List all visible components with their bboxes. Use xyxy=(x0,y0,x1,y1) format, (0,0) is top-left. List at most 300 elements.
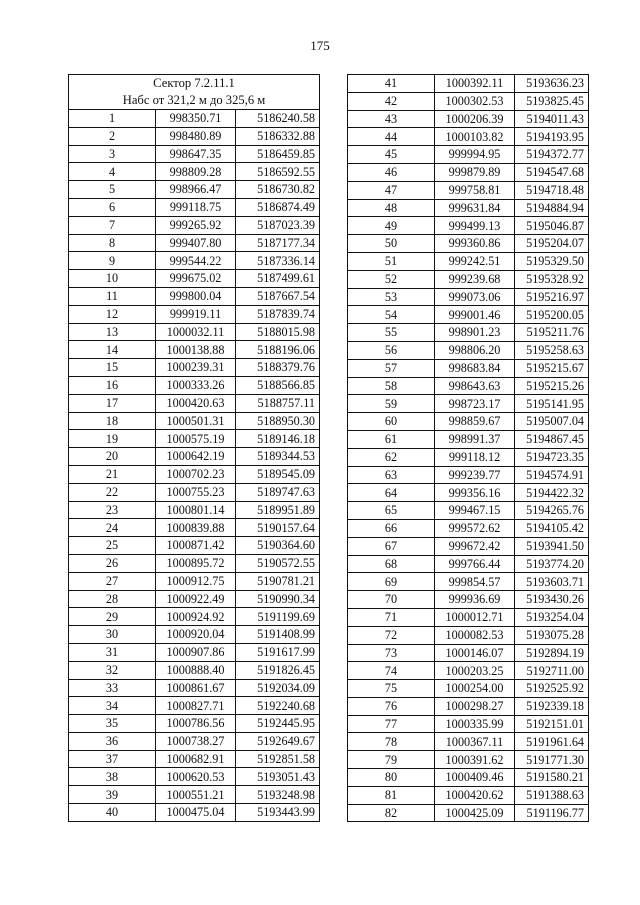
table-row xyxy=(348,573,589,591)
table-row xyxy=(69,394,320,412)
table-row xyxy=(348,92,589,110)
point-number: 43 xyxy=(348,110,435,128)
table-row xyxy=(348,413,589,431)
x-coordinate: 999118.12 xyxy=(435,448,515,466)
point-number: 53 xyxy=(348,288,435,306)
table-row xyxy=(348,626,589,644)
table-row xyxy=(348,591,589,609)
x-coordinate: 999499.13 xyxy=(435,217,515,235)
point-number: 49 xyxy=(348,217,435,235)
y-coordinate: 5192240.68 xyxy=(236,697,320,715)
y-coordinate: 5188757.11 xyxy=(236,394,320,412)
table-row xyxy=(69,359,320,377)
point-number: 16 xyxy=(69,376,156,394)
table-row xyxy=(348,395,589,413)
y-coordinate: 5195141.95 xyxy=(515,395,589,413)
table-row xyxy=(348,769,589,787)
point-number: 10 xyxy=(69,270,156,288)
table-caption-row xyxy=(69,75,320,110)
y-coordinate: 5190781.21 xyxy=(236,572,320,590)
table-row xyxy=(348,484,589,502)
point-number: 63 xyxy=(348,466,435,484)
x-coordinate: 1000425.09 xyxy=(435,804,515,822)
x-coordinate: 1000138.88 xyxy=(156,341,236,359)
x-coordinate: 1000203.25 xyxy=(435,662,515,680)
point-number: 45 xyxy=(348,146,435,164)
table-row xyxy=(69,590,320,608)
x-coordinate: 999265.92 xyxy=(156,216,236,234)
x-coordinate: 998901.23 xyxy=(435,324,515,342)
page-number: 175 xyxy=(310,38,330,53)
point-number: 73 xyxy=(348,644,435,662)
point-number: 56 xyxy=(348,341,435,359)
x-coordinate: 999467.15 xyxy=(435,502,515,520)
point-number: 57 xyxy=(348,359,435,377)
x-coordinate: 1000420.63 xyxy=(156,394,236,412)
x-coordinate: 1000409.46 xyxy=(435,769,515,787)
y-coordinate: 5187839.74 xyxy=(236,305,320,323)
y-coordinate: 5195046.87 xyxy=(515,217,589,235)
point-number: 71 xyxy=(348,608,435,626)
x-coordinate: 1000082.53 xyxy=(435,626,515,644)
table-row xyxy=(69,323,320,341)
y-coordinate: 5195329.50 xyxy=(515,252,589,270)
y-coordinate: 5192649.67 xyxy=(236,732,320,750)
y-coordinate: 5189747.63 xyxy=(236,483,320,501)
x-coordinate: 1000391.62 xyxy=(435,751,515,769)
point-number: 19 xyxy=(69,430,156,448)
table-row xyxy=(69,412,320,430)
x-coordinate: 1000907.86 xyxy=(156,643,236,661)
point-number: 78 xyxy=(348,733,435,751)
table-row xyxy=(348,555,589,573)
point-number: 30 xyxy=(69,626,156,644)
point-number: 62 xyxy=(348,448,435,466)
y-coordinate: 5193941.50 xyxy=(515,537,589,555)
point-number: 41 xyxy=(348,75,435,93)
x-coordinate: 1000302.53 xyxy=(435,92,515,110)
table-row xyxy=(69,448,320,466)
x-coordinate: 999242.51 xyxy=(435,252,515,270)
point-number: 74 xyxy=(348,662,435,680)
x-coordinate: 999879.89 xyxy=(435,163,515,181)
y-coordinate: 5194574.91 xyxy=(515,466,589,484)
y-coordinate: 5195211.76 xyxy=(515,324,589,342)
point-number: 68 xyxy=(348,555,435,573)
table-row xyxy=(69,519,320,537)
x-coordinate: 999544.22 xyxy=(156,252,236,270)
table-row xyxy=(69,234,320,252)
sector-title: Сектор 7.2.11.1 xyxy=(153,76,235,90)
coordinates-table-right xyxy=(347,74,589,822)
table-row xyxy=(69,786,320,804)
table-row xyxy=(69,216,320,234)
y-coordinate: 5191580.21 xyxy=(515,769,589,787)
y-coordinate: 5193603.71 xyxy=(515,573,589,591)
point-number: 9 xyxy=(69,252,156,270)
table-row xyxy=(348,697,589,715)
y-coordinate: 5188950.30 xyxy=(236,412,320,430)
y-coordinate: 5186459.85 xyxy=(236,145,320,163)
table-row xyxy=(69,537,320,555)
table-row xyxy=(348,288,589,306)
point-number: 69 xyxy=(348,573,435,591)
table-row xyxy=(348,128,589,146)
y-coordinate: 5191617.99 xyxy=(236,643,320,661)
table-row xyxy=(69,465,320,483)
y-coordinate: 5187177.34 xyxy=(236,234,320,252)
table-row xyxy=(69,287,320,305)
y-coordinate: 5191196.77 xyxy=(515,804,589,822)
x-coordinate: 999919.11 xyxy=(156,305,236,323)
point-number: 32 xyxy=(69,661,156,679)
point-number: 54 xyxy=(348,306,435,324)
x-coordinate: 998643.63 xyxy=(435,377,515,395)
y-coordinate: 5194265.76 xyxy=(515,502,589,520)
table-row xyxy=(69,127,320,145)
x-coordinate: 999854.57 xyxy=(435,573,515,591)
y-coordinate: 5193254.04 xyxy=(515,608,589,626)
x-coordinate: 1000146.07 xyxy=(435,644,515,662)
point-number: 26 xyxy=(69,554,156,572)
table-row xyxy=(69,341,320,359)
point-number: 36 xyxy=(69,732,156,750)
x-coordinate: 999631.84 xyxy=(435,199,515,217)
point-number: 25 xyxy=(69,537,156,555)
y-coordinate: 5186240.58 xyxy=(236,110,320,128)
y-coordinate: 5189951.89 xyxy=(236,501,320,519)
point-number: 50 xyxy=(348,235,435,253)
y-coordinate: 5193443.99 xyxy=(236,804,320,822)
table-row xyxy=(348,341,589,359)
y-coordinate: 5195215.67 xyxy=(515,359,589,377)
table-row xyxy=(348,715,589,733)
table-row xyxy=(348,733,589,751)
y-coordinate: 5195328.92 xyxy=(515,270,589,288)
point-number: 80 xyxy=(348,769,435,787)
point-number: 72 xyxy=(348,626,435,644)
y-coordinate: 5192445.95 xyxy=(236,715,320,733)
y-coordinate: 5192034.09 xyxy=(236,679,320,697)
y-coordinate: 5194372.77 xyxy=(515,146,589,164)
table-row xyxy=(69,110,320,128)
table-row xyxy=(348,181,589,199)
table-row xyxy=(348,163,589,181)
point-number: 8 xyxy=(69,234,156,252)
x-coordinate: 1000895.72 xyxy=(156,554,236,572)
x-coordinate: 999758.81 xyxy=(435,181,515,199)
y-coordinate: 5192894.19 xyxy=(515,644,589,662)
y-coordinate: 5190364.60 xyxy=(236,537,320,555)
x-coordinate: 998991.37 xyxy=(435,430,515,448)
elevation-range: Набс от 321,2 м до 325,6 м xyxy=(122,93,266,107)
point-number: 5 xyxy=(69,181,156,199)
table-row xyxy=(69,626,320,644)
x-coordinate: 1000254.00 xyxy=(435,680,515,698)
table-row xyxy=(69,430,320,448)
table-row xyxy=(69,715,320,733)
y-coordinate: 5190990.34 xyxy=(236,590,320,608)
x-coordinate: 1000501.31 xyxy=(156,412,236,430)
x-coordinate: 999936.69 xyxy=(435,591,515,609)
table-row xyxy=(348,644,589,662)
x-coordinate: 1000922.49 xyxy=(156,590,236,608)
point-number: 81 xyxy=(348,786,435,804)
coordinates-table-left xyxy=(68,74,320,822)
y-coordinate: 5194867.45 xyxy=(515,430,589,448)
y-coordinate: 5191961.64 xyxy=(515,733,589,751)
point-number: 31 xyxy=(69,643,156,661)
x-coordinate: 999766.44 xyxy=(435,555,515,573)
y-coordinate: 5194193.95 xyxy=(515,128,589,146)
table-row xyxy=(348,430,589,448)
point-number: 44 xyxy=(348,128,435,146)
x-coordinate: 1000103.82 xyxy=(435,128,515,146)
point-number: 18 xyxy=(69,412,156,430)
point-number: 64 xyxy=(348,484,435,502)
y-coordinate: 5188015.98 xyxy=(236,323,320,341)
point-number: 46 xyxy=(348,163,435,181)
point-number: 77 xyxy=(348,715,435,733)
table-row xyxy=(348,662,589,680)
table-row xyxy=(348,608,589,626)
x-coordinate: 1000912.75 xyxy=(156,572,236,590)
y-coordinate: 5186874.49 xyxy=(236,198,320,216)
point-number: 28 xyxy=(69,590,156,608)
point-number: 75 xyxy=(348,680,435,698)
table-row xyxy=(69,572,320,590)
point-number: 33 xyxy=(69,679,156,697)
x-coordinate: 999001.46 xyxy=(435,306,515,324)
point-number: 13 xyxy=(69,323,156,341)
x-coordinate: 998647.35 xyxy=(156,145,236,163)
table-row xyxy=(348,75,589,93)
table-row xyxy=(69,483,320,501)
point-number: 7 xyxy=(69,216,156,234)
y-coordinate: 5195200.05 xyxy=(515,306,589,324)
x-coordinate: 1000801.14 xyxy=(156,501,236,519)
point-number: 38 xyxy=(69,768,156,786)
y-coordinate: 5186592.55 xyxy=(236,163,320,181)
table-row xyxy=(69,163,320,181)
point-number: 61 xyxy=(348,430,435,448)
point-number: 21 xyxy=(69,465,156,483)
y-coordinate: 5187023.39 xyxy=(236,216,320,234)
table-row xyxy=(69,768,320,786)
x-coordinate: 998859.67 xyxy=(435,413,515,431)
x-coordinate: 1000786.56 xyxy=(156,715,236,733)
sector-caption xyxy=(69,75,320,110)
x-coordinate: 999239.77 xyxy=(435,466,515,484)
y-coordinate: 5191199.69 xyxy=(236,608,320,626)
table-row xyxy=(348,359,589,377)
point-number: 82 xyxy=(348,804,435,822)
point-number: 60 xyxy=(348,413,435,431)
x-coordinate: 1000620.53 xyxy=(156,768,236,786)
x-coordinate: 1000682.91 xyxy=(156,750,236,768)
point-number: 65 xyxy=(348,502,435,520)
table-row xyxy=(69,661,320,679)
y-coordinate: 5187336.14 xyxy=(236,252,320,270)
y-coordinate: 5194105.42 xyxy=(515,519,589,537)
table-row xyxy=(69,554,320,572)
y-coordinate: 5193248.98 xyxy=(236,786,320,804)
point-number: 23 xyxy=(69,501,156,519)
y-coordinate: 5189146.18 xyxy=(236,430,320,448)
table-row xyxy=(348,235,589,253)
x-coordinate: 998350.71 xyxy=(156,110,236,128)
x-coordinate: 1000335.99 xyxy=(435,715,515,733)
y-coordinate: 5190157.64 xyxy=(236,519,320,537)
point-number: 14 xyxy=(69,341,156,359)
y-coordinate: 5192151.01 xyxy=(515,715,589,733)
x-coordinate: 1000839.88 xyxy=(156,519,236,537)
table-row xyxy=(348,502,589,520)
x-coordinate: 1000642.19 xyxy=(156,448,236,466)
table-row xyxy=(69,376,320,394)
point-number: 24 xyxy=(69,519,156,537)
x-coordinate: 999360.86 xyxy=(435,235,515,253)
table-row xyxy=(69,697,320,715)
x-coordinate: 1000333.26 xyxy=(156,376,236,394)
y-coordinate: 5192851.58 xyxy=(236,750,320,768)
table-row xyxy=(69,679,320,697)
x-coordinate: 998966.47 xyxy=(156,181,236,199)
x-coordinate: 1000924.92 xyxy=(156,608,236,626)
x-coordinate: 999675.02 xyxy=(156,270,236,288)
x-coordinate: 1000298.27 xyxy=(435,697,515,715)
point-number: 17 xyxy=(69,394,156,412)
x-coordinate: 1000012.71 xyxy=(435,608,515,626)
table-row xyxy=(69,732,320,750)
table-row xyxy=(348,377,589,395)
x-coordinate: 1000827.71 xyxy=(156,697,236,715)
table-row xyxy=(69,145,320,163)
table-row xyxy=(69,750,320,768)
point-number: 15 xyxy=(69,359,156,377)
point-number: 27 xyxy=(69,572,156,590)
x-coordinate: 1000206.39 xyxy=(435,110,515,128)
table-row xyxy=(348,306,589,324)
table-row xyxy=(348,199,589,217)
point-number: 39 xyxy=(69,786,156,804)
x-coordinate: 999994.95 xyxy=(435,146,515,164)
y-coordinate: 5191826.45 xyxy=(236,661,320,679)
x-coordinate: 999672.42 xyxy=(435,537,515,555)
x-coordinate: 1000551.21 xyxy=(156,786,236,804)
point-number: 4 xyxy=(69,163,156,181)
y-coordinate: 5189545.09 xyxy=(236,465,320,483)
point-number: 6 xyxy=(69,198,156,216)
y-coordinate: 5192525.92 xyxy=(515,680,589,698)
table-row xyxy=(348,252,589,270)
table-row xyxy=(69,270,320,288)
table-row xyxy=(348,217,589,235)
x-coordinate: 1000475.04 xyxy=(156,804,236,822)
y-coordinate: 5188196.06 xyxy=(236,341,320,359)
point-number: 47 xyxy=(348,181,435,199)
point-number: 29 xyxy=(69,608,156,626)
point-number: 58 xyxy=(348,377,435,395)
y-coordinate: 5194718.48 xyxy=(515,181,589,199)
point-number: 70 xyxy=(348,591,435,609)
table-row xyxy=(348,786,589,804)
point-number: 66 xyxy=(348,519,435,537)
table-row xyxy=(69,198,320,216)
y-coordinate: 5186332.88 xyxy=(236,127,320,145)
y-coordinate: 5186730.82 xyxy=(236,181,320,199)
y-coordinate: 5193825.45 xyxy=(515,92,589,110)
x-coordinate: 1000871.42 xyxy=(156,537,236,555)
y-coordinate: 5193430.26 xyxy=(515,591,589,609)
table-row xyxy=(348,270,589,288)
table-row xyxy=(69,181,320,199)
x-coordinate: 998723.17 xyxy=(435,395,515,413)
table-row xyxy=(69,804,320,822)
x-coordinate: 998809.28 xyxy=(156,163,236,181)
y-coordinate: 5194547.68 xyxy=(515,163,589,181)
point-number: 35 xyxy=(69,715,156,733)
point-number: 20 xyxy=(69,448,156,466)
x-coordinate: 1000420.62 xyxy=(435,786,515,804)
point-number: 76 xyxy=(348,697,435,715)
y-coordinate: 5194884.94 xyxy=(515,199,589,217)
point-number: 22 xyxy=(69,483,156,501)
x-coordinate: 1000755.23 xyxy=(156,483,236,501)
y-coordinate: 5194723.35 xyxy=(515,448,589,466)
table-row xyxy=(348,466,589,484)
x-coordinate: 1000702.23 xyxy=(156,465,236,483)
point-number: 37 xyxy=(69,750,156,768)
point-number: 52 xyxy=(348,270,435,288)
point-number: 11 xyxy=(69,287,156,305)
point-number: 51 xyxy=(348,252,435,270)
x-coordinate: 1000239.31 xyxy=(156,359,236,377)
table-row xyxy=(69,501,320,519)
point-number: 3 xyxy=(69,145,156,163)
y-coordinate: 5188379.76 xyxy=(236,359,320,377)
y-coordinate: 5195204.07 xyxy=(515,235,589,253)
y-coordinate: 5195007.04 xyxy=(515,413,589,431)
x-coordinate: 999572.62 xyxy=(435,519,515,537)
y-coordinate: 5192339.18 xyxy=(515,697,589,715)
y-coordinate: 5187667.54 xyxy=(236,287,320,305)
x-coordinate: 999073.06 xyxy=(435,288,515,306)
y-coordinate: 5191771.30 xyxy=(515,751,589,769)
x-coordinate: 1000575.19 xyxy=(156,430,236,448)
x-coordinate: 1000392.11 xyxy=(435,75,515,93)
point-number: 2 xyxy=(69,127,156,145)
table-row xyxy=(348,751,589,769)
y-coordinate: 5192711.00 xyxy=(515,662,589,680)
point-number: 67 xyxy=(348,537,435,555)
y-coordinate: 5195215.26 xyxy=(515,377,589,395)
y-coordinate: 5189344.53 xyxy=(236,448,320,466)
point-number: 1 xyxy=(69,110,156,128)
x-coordinate: 1000738.27 xyxy=(156,732,236,750)
y-coordinate: 5195216.97 xyxy=(515,288,589,306)
x-coordinate: 999118.75 xyxy=(156,198,236,216)
point-number: 55 xyxy=(348,324,435,342)
y-coordinate: 5194422.32 xyxy=(515,484,589,502)
y-coordinate: 5188566.85 xyxy=(236,376,320,394)
y-coordinate: 5191388.63 xyxy=(515,786,589,804)
table-row xyxy=(69,643,320,661)
y-coordinate: 5191408.99 xyxy=(236,626,320,644)
table-row xyxy=(348,519,589,537)
x-coordinate: 998683.84 xyxy=(435,359,515,377)
x-coordinate: 999407.80 xyxy=(156,234,236,252)
